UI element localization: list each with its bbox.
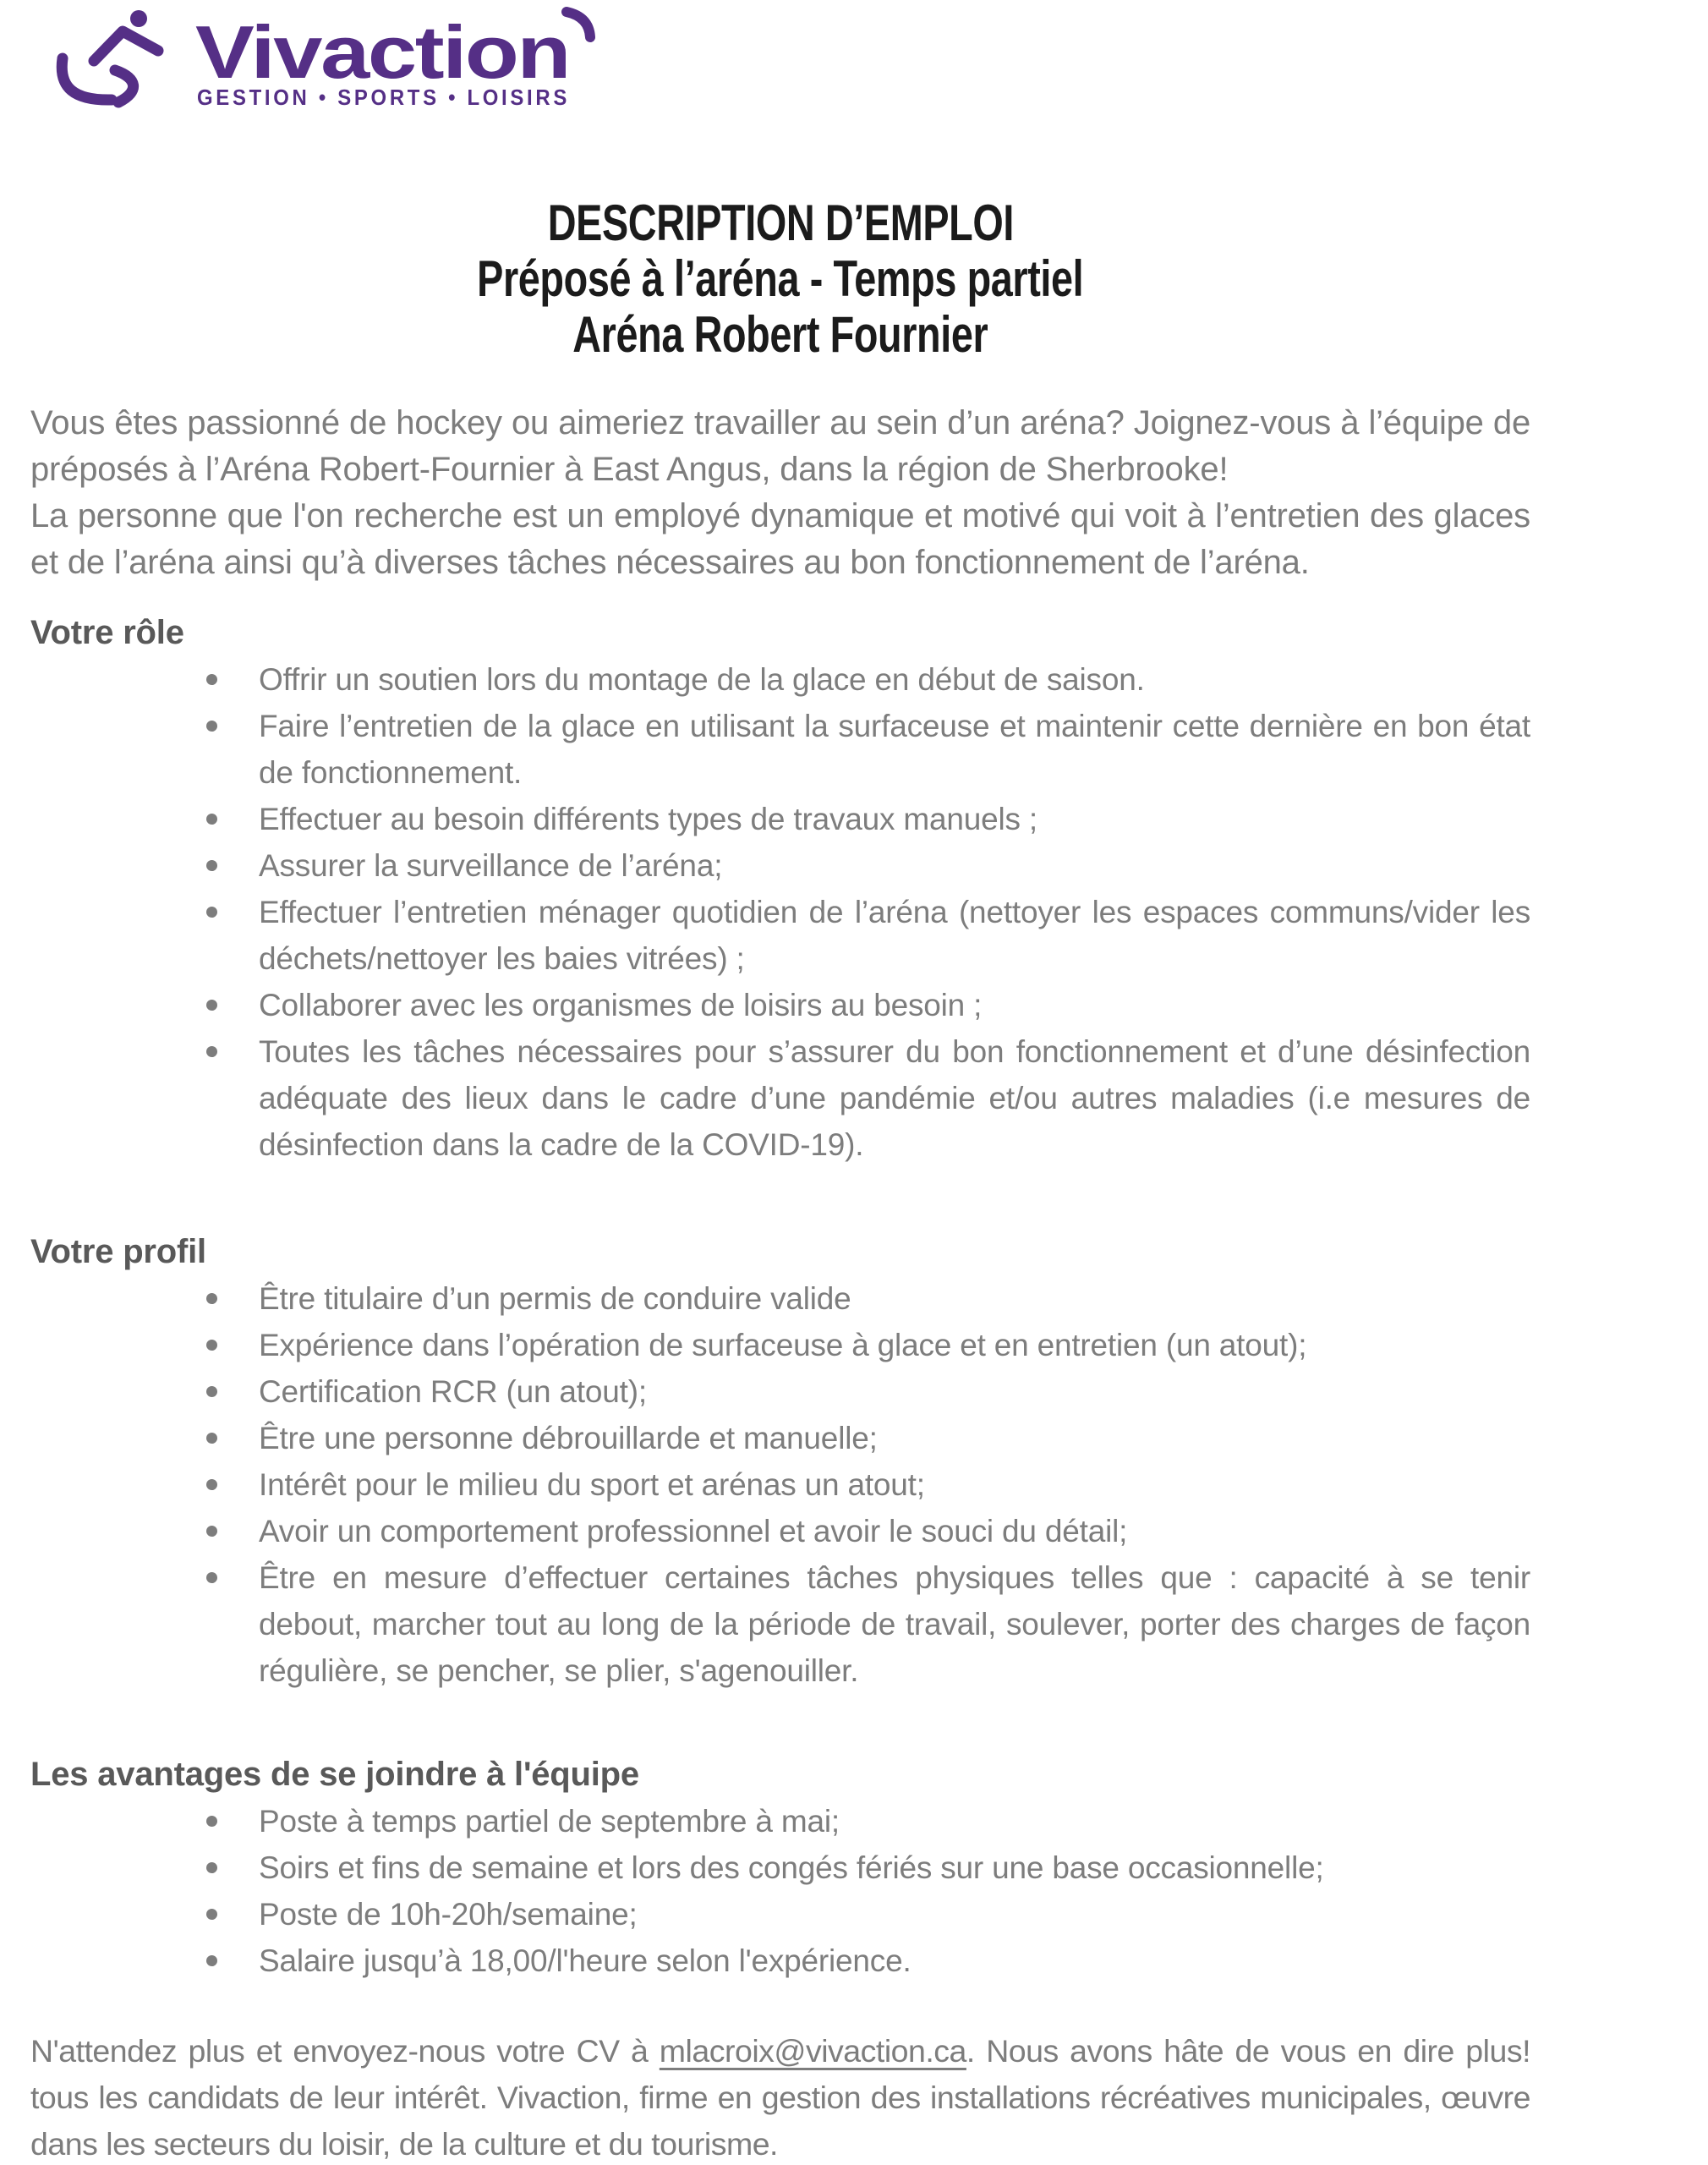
title-line-3: Aréna Robert Fournier — [572, 306, 988, 363]
title-line-2: Préposé à l’aréna - Temps partiel — [477, 250, 1084, 307]
list-item: Offrir un soutien lors du montage de la glace en début de saison. — [30, 656, 1530, 703]
list-item: Collaborer avec les organismes de loisirs au besoin ; — [30, 982, 1530, 1028]
list-item: Effectuer l’entretien ménager quotidien de l’aréna (nettoyer les espaces communs/vider les déchets/nettoyer les baies vitrées) ; — [30, 889, 1530, 982]
running-person-icon — [62, 10, 158, 102]
bullet-dot — [206, 1955, 217, 1966]
votre-profil-list — [30, 1275, 1530, 1694]
bullet-dot — [206, 1816, 217, 1827]
list-item: Effectuer au besoin différents types de travaux manuels ; — [30, 796, 1530, 842]
list-item: Assurer la surveillance de l’aréna; — [30, 842, 1530, 889]
closing-text-after: . Nous avons hâte de vous en dire plus! tous les candidats de leur intérêt. Vivaction, firme en gestion des installations récréatives municipales, œuvre dans les secteurs du loisir, de la culture et du tourisme. — [30, 2033, 1530, 2162]
bullet-dot — [206, 814, 217, 825]
list-item: Avoir un comportement professionnel et avoir le souci du détail; — [30, 1508, 1530, 1554]
bullet-dot — [206, 1526, 217, 1537]
list-item: Soirs et fins de semaine et lors des congés fériés sur une base occasionnelle; — [30, 1844, 1530, 1891]
section-heading-avantages: Les avantages de se joindre à l'équipe — [30, 1756, 639, 1793]
intro-paragraph-2: La personne que l'on recherche est un employé dynamique et motivé qui voit à l’entretien des glaces et de l’aréna ainsi qu’à diverses tâches nécessaires au bon fonctionnement de l’aréna. — [30, 497, 1530, 581]
avantages-list — [30, 1798, 1530, 1984]
votre-role-list — [30, 656, 1530, 1168]
list-item: Poste à temps partiel de septembre à mai; — [30, 1798, 1530, 1844]
list-item: Intérêt pour le milieu du sport et arénas un atout; — [30, 1461, 1530, 1508]
vivaction-logo — [30, 5, 622, 111]
list-item: Faire l’entretien de la glace en utilisant la surfaceuse et maintenir cette dernière en bon état de fonctionnement. — [30, 703, 1530, 796]
bullet-dot — [206, 1000, 217, 1011]
closing-text-before: N'attendez plus et envoyez-nous votre CV à — [30, 2033, 660, 2069]
bullet-dot — [206, 1046, 217, 1057]
list-item: Salaire jusqu’à 18,00/l'heure selon l'expérience. — [30, 1938, 1530, 1984]
bullet-dot — [206, 860, 217, 871]
figure-back-leg — [62, 58, 112, 100]
intro-block — [30, 400, 1530, 586]
list-item: Expérience dans l’opération de surfaceuse à glace et en entretien (un atout); — [30, 1322, 1530, 1368]
section-heading-votre-profil: Votre profil — [30, 1233, 206, 1270]
list-item: Poste de 10h-20h/semaine; — [30, 1891, 1530, 1938]
figure-torso — [94, 31, 158, 61]
email-link[interactable]: mlacroix@vivaction.ca — [659, 2033, 966, 2069]
bullet-dot — [206, 1862, 217, 1873]
list-item: Certification RCR (un atout); — [30, 1368, 1530, 1415]
bullet-dot — [206, 1293, 217, 1304]
bullet-dot — [206, 1433, 217, 1444]
brand-wordmark: Vivaction — [195, 10, 569, 94]
brand-tagline: GESTION • SPORTS • LOISIRS — [197, 85, 570, 110]
list-item: Être en mesure d’effectuer certaines tâches physiques telles que : capacité à se tenir debout, marcher tout au long de la période de travail, soulever, porter des charges de façon régulière, se pencher, se plier, s'agenouiller. — [30, 1554, 1530, 1694]
intro-paragraph-1: Vous êtes passionné de hockey ou aimeriez travailler au sein d’un aréna? Joignez-vous à l’équipe de préposés à l’Aréna Robert-Fournier à East Angus, dans la région de Sherbrooke! — [30, 404, 1530, 488]
closing-paragraph — [30, 2028, 1530, 2165]
figure-front-leg — [115, 70, 134, 102]
section-heading-votre-role: Votre rôle — [30, 614, 184, 651]
bullet-dot — [206, 674, 217, 685]
bullet-dot — [206, 1572, 217, 1583]
bullet-dot — [206, 1909, 217, 1920]
brand-accent-stroke — [567, 12, 590, 37]
document-title — [30, 195, 1530, 363]
list-item: Être titulaire d’un permis de conduire valide — [30, 1275, 1530, 1322]
list-item: Toutes les tâches nécessaires pour s’assurer du bon fonctionnement et d’une désinfection adéquate des lieux dans le cadre d’une pandémie et/ou autres maladies (i.e mesures de désinfection dans la cadre de la COVID-19). — [30, 1028, 1530, 1168]
bullet-dot — [206, 1340, 217, 1351]
bullet-dot — [206, 721, 217, 732]
title-line-1: DESCRIPTION D’EMPLOI — [547, 195, 1014, 251]
bullet-dot — [206, 1479, 217, 1490]
figure-head — [130, 10, 147, 27]
bullet-dot — [206, 1386, 217, 1397]
bullet-dot — [206, 907, 217, 918]
list-item: Être une personne débrouillarde et manuelle; — [30, 1415, 1530, 1461]
